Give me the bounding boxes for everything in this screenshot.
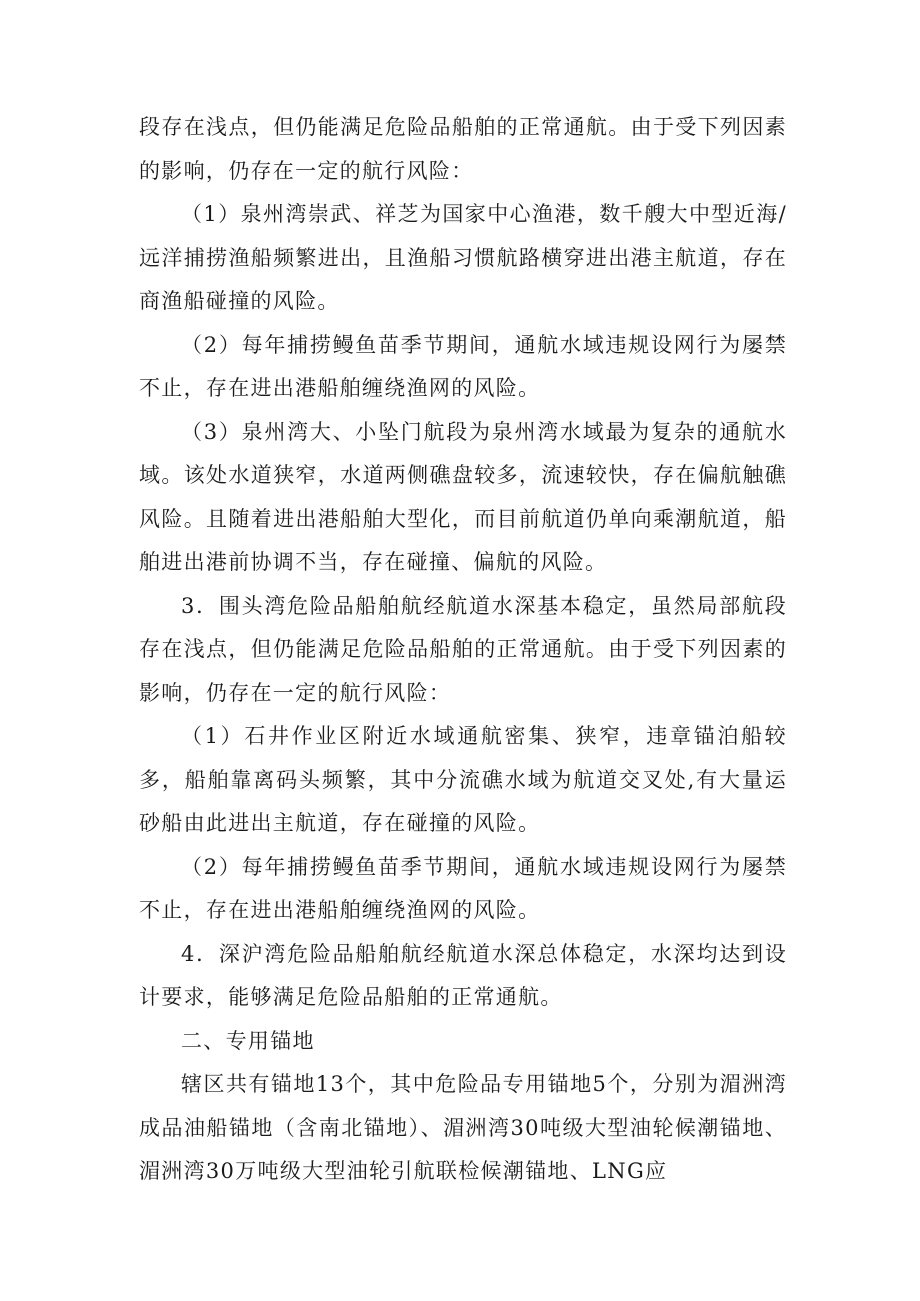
paragraph-section-4: 4．深沪湾危险品船舶航经航道水深总体稳定，水深均达到设计要求，能够满足危险品船舶的正常通航。 (139, 941, 787, 1009)
paragraph-item-2: （2）每年捕捞鳗鱼苗季节期间，通航水域违规设网行为屡禁不止，存在进出港船舶缠绕渔网的风险。 (139, 332, 787, 400)
paragraph-anchorage: 辖区共有锚地13个，其中危险品专用锚地5个，分别为湄洲湾成品油船锚地（含南北锚地）、湄洲湾30吨级大型油轮候潮锚地、湄洲湾30万吨级大型油轮引航联检候潮锚地、LNG应 (139, 1072, 787, 1183)
paragraph-section-3: 3．围头湾危险品船舶航经航道水深基本稳定，虽然局部航段存在浅点，但仍能满足危险品船舶的正常通航。由于受下列因素的影响，仍存在一定的航行风险： (139, 593, 787, 705)
paragraph-continuation: 段存在浅点，但仍能满足危险品船舶的正常通航。由于受下列因素的影响，仍存在一定的航行风险： (139, 115, 787, 183)
section-heading: 二、专用锚地 (181, 1028, 315, 1053)
paragraph-item-1: （1）泉州湾崇武、祥芝为国家中心渔港，数千艘大中型近海/远洋捕捞渔船频繁进出，且渔船习惯航路横穿进出港主航道，存在商渔船碰撞的风险。 (139, 202, 787, 313)
document-body (139, 106, 787, 1194)
paragraph-item-1b: （1）石井作业区附近水域通航密集、狭窄，违章锚泊船较多，船舶靠离码头频繁，其中分流礁水域为航道交叉处,有大量运砂船由此进出主航道，存在碰撞的风险。 (139, 724, 787, 835)
paragraph-item-2b: （2）每年捕捞鳗鱼苗季节期间，通航水域违规设网行为屡禁不止，存在进出港船舶缠绕渔网的风险。 (139, 854, 787, 922)
paragraph-item-3: （3）泉州湾大、小坠门航段为泉州湾水域最为复杂的通航水域。该处水道狭窄，水道两侧礁盘较多，流速较快，存在偏航触礁风险。且随着进出港船舶大型化，而目前航道仍单向乘潮航道，船舶进出港前协调不当，存在碰撞、偏航的风险。 (139, 419, 787, 574)
